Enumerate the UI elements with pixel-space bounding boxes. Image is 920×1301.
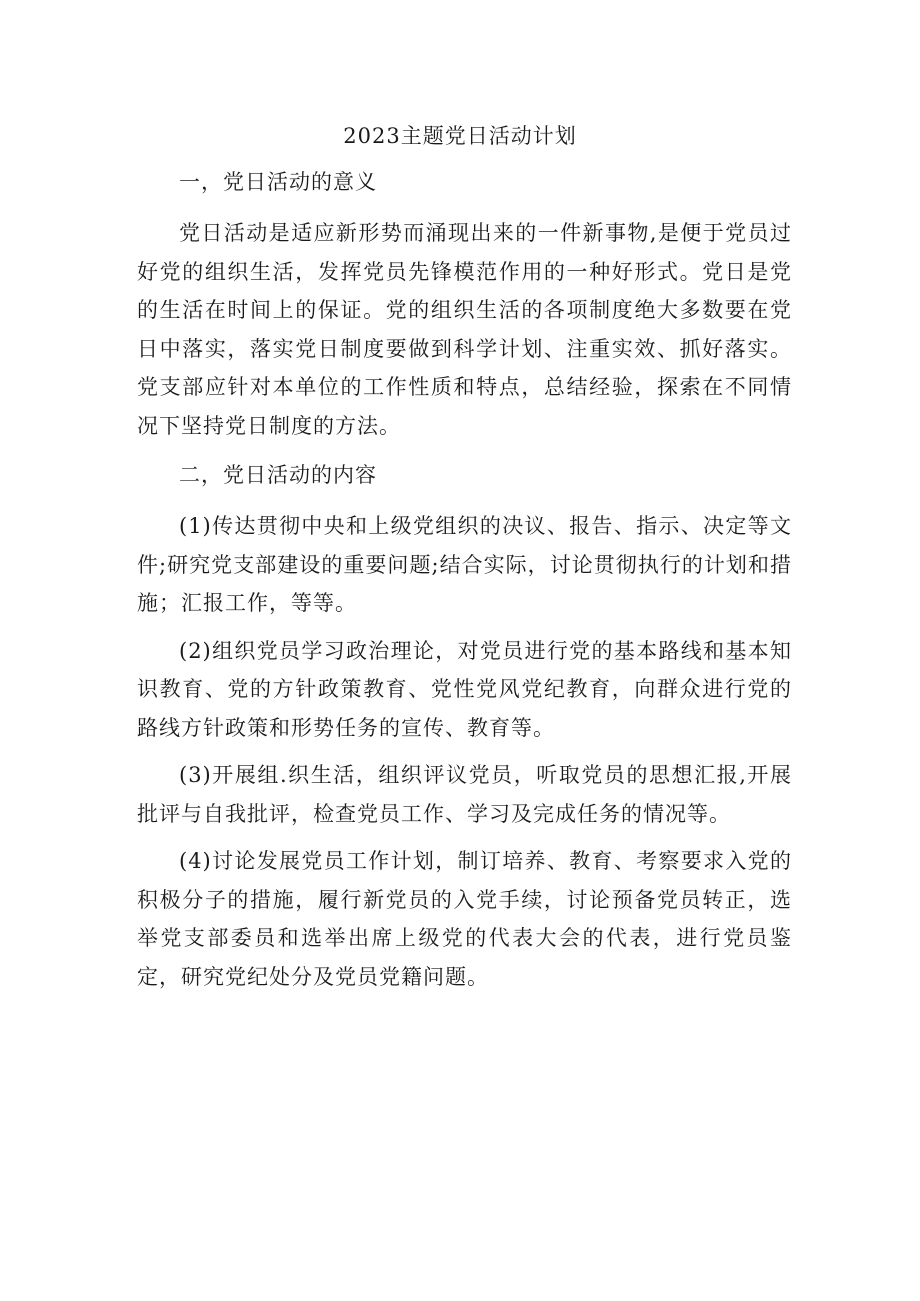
section-heading-content: 二，党日活动的内容 (179, 463, 377, 487)
section-heading-meaning: 一，党日活动的意义 (179, 170, 377, 194)
content-item-1: (1)传达贯彻中央和上级党组织的决议、报告、指示、决定等文件;研究党支部建设的重要问题;结合实际，讨论贯彻执行的计划和措施；汇报工作，等等。 (137, 514, 792, 615)
document-body (137, 166, 792, 1005)
section-paragraph-meaning: 党日活动是适应新形势而涌现出来的一件新事物,是便于党员过好党的组织生活，发挥党员先锋模范作用的一种好形式。党日是党的生活在时间上的保证。党的组织生活的各项制度绝大多数要在党日中落实，落实党日制度要做到科学计划、注重实效、抓好落实。党支部应针对本单位的工作性质和特点，总结经验，探索在不同情况下坚持党日制度的方法。 (137, 221, 792, 438)
content-item-2: (2)组织党员学习政治理论，对党员进行党的基本路线和基本知识教育、党的方针政策教育、党性党风党纪教育，向群众进行党的路线方针政策和形势任务的宣传、教育等。 (137, 638, 792, 740)
content-item-4: (4)讨论发展党员工作计划，制订培养、教育、考察要求入党的积极分子的措施，履行新党员的入党手续，讨论预备党员转正，选举党支部委员和选举出席上级党的代表大会的代表，进行党员鉴定，研究党纪处分及党员党籍问题。 (137, 849, 792, 989)
content-item-3: (3)开展组.织生活，组织评议党员，听取党员的思想汇报,开展批评与自我批评，检查党员工作、学习及完成任务的情况等。 (137, 763, 792, 826)
document-title: 2023主题党日活动计划 (343, 124, 577, 148)
